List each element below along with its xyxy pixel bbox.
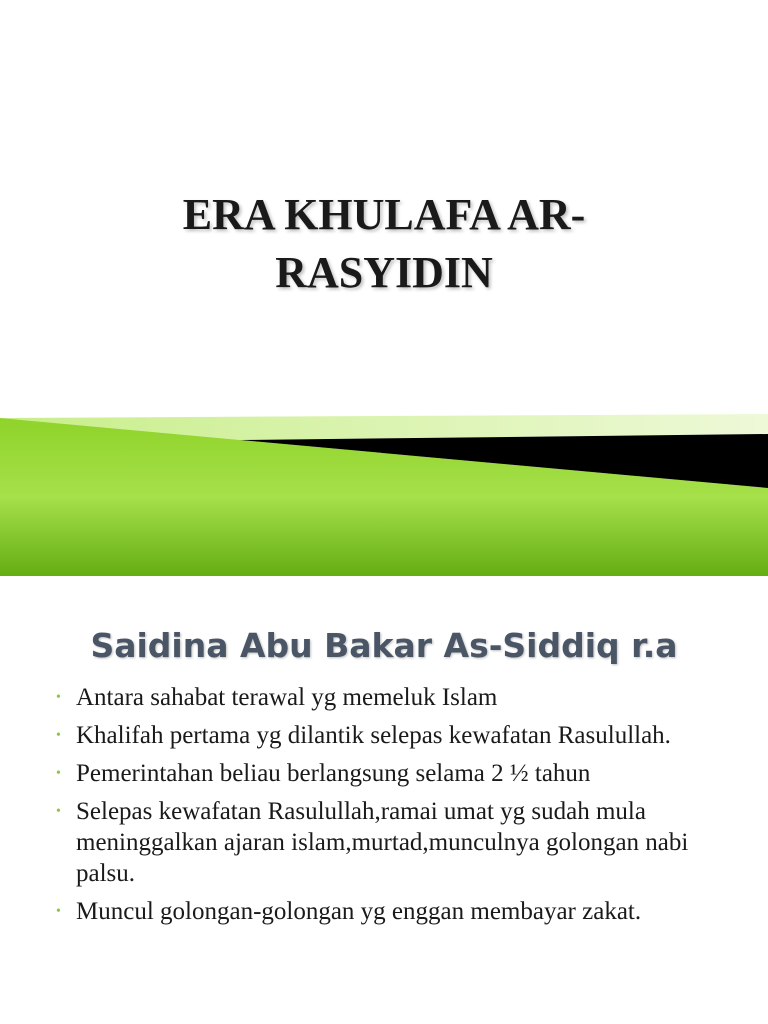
bullet-text: Khalifah pertama yg dilantik selepas kewafatan Rasulullah. <box>76 722 671 749</box>
bullet-text: Selepas kewafatan Rasulullah,ramai umat yg sudah mula meninggalkan ajaran islam,murtad,munculnya golongan nabi palsu. <box>76 798 689 887</box>
bullet-item <box>56 720 746 751</box>
bullet-item <box>56 682 746 713</box>
bullet-list <box>56 682 746 934</box>
decorative-band <box>0 410 768 576</box>
bullet-item <box>56 796 746 889</box>
bullet-item <box>56 896 746 927</box>
bullet-icon: • <box>56 728 61 743</box>
content-slide <box>0 576 768 1024</box>
bullet-icon: • <box>56 690 61 705</box>
bullet-item <box>56 758 746 789</box>
bullet-icon: • <box>56 766 61 781</box>
slide-title <box>0 186 768 302</box>
bullet-icon: • <box>56 804 61 819</box>
bullet-text: Antara sahabat terawal yg memeluk Islam <box>76 684 498 711</box>
slide-title-line-2: RASYIDIN <box>275 248 493 297</box>
slide-title-line-1: ERA KHULAFA AR- <box>182 190 586 239</box>
bullet-icon: • <box>56 904 61 919</box>
bullet-text: Pemerintahan beliau berlangsung selama 2 ½ tahun <box>76 760 591 787</box>
slide-heading: Saidina Abu Bakar As-Siddiq r.a <box>90 626 678 665</box>
bullet-text: Muncul golongan-golongan yg enggan membayar zakat. <box>76 898 642 925</box>
